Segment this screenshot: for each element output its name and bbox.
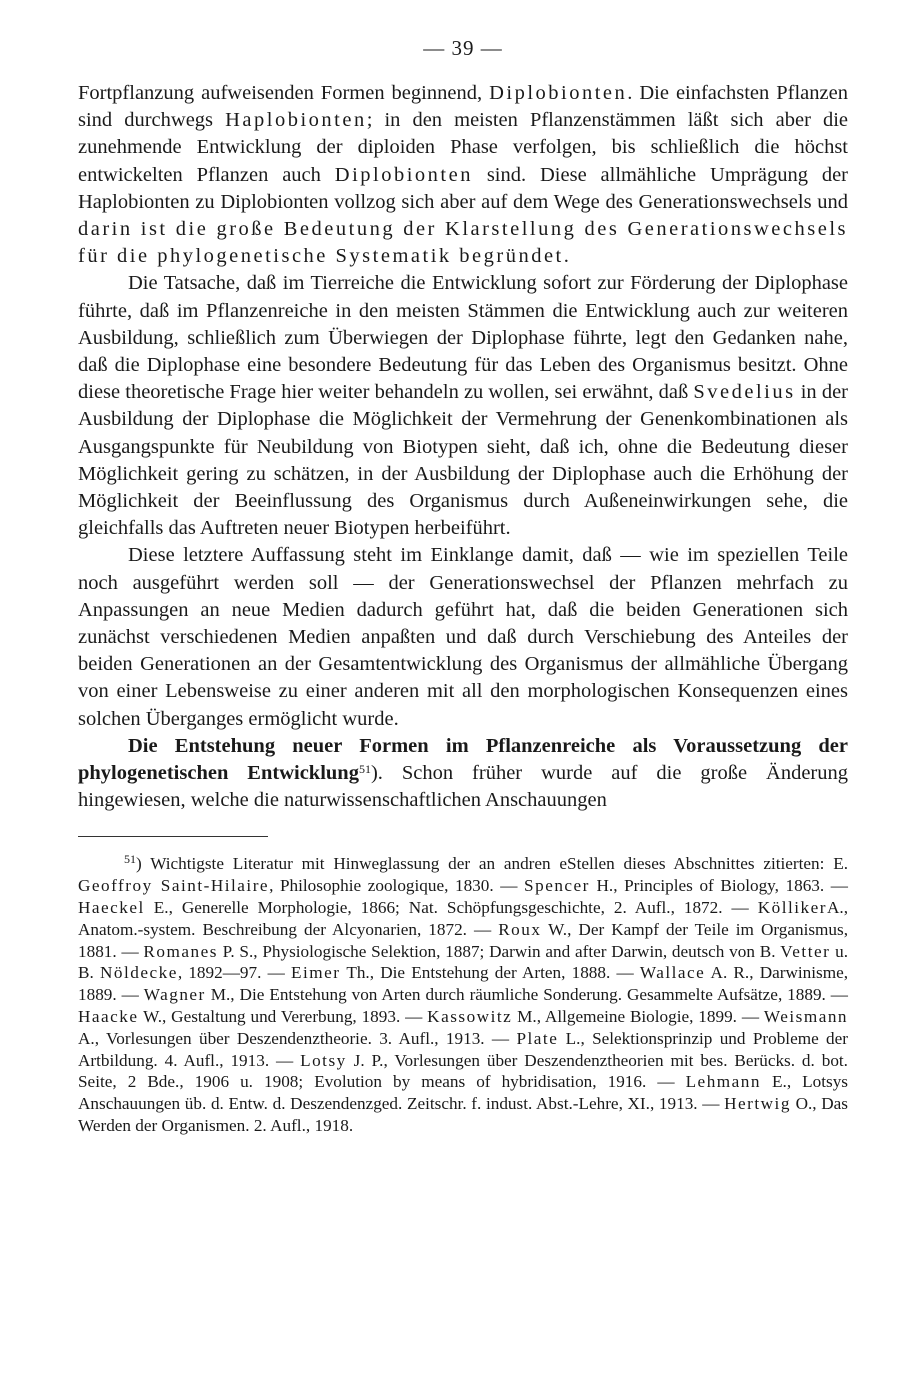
text-run: Die Tatsache, daß im Tierreiche die Entwicklung sofort zur Förderung der Diplophase führte, daß im Pflanzenreiche in den meisten Stämmen die Entwicklung auch zur weiteren Ausbildung, schließlich zum Überwiegen der Diplophase führte, legt den Gedanken nahe, daß die Diplophase eine besondere Bedeutung für das Leben des Organismus besitzt. Ohne diese theoretische Frage hier weiter behandeln zu wollen, sei erwähnt, daß bbox=[78, 272, 848, 404]
author-name: Wagner bbox=[143, 985, 206, 1005]
text-run: M., Allgemeine Biologie, 1899. — bbox=[512, 1007, 764, 1027]
text-run: E., Generelle Morphologie, 1866; Nat. Schöpfungsgeschichte, 2. Aufl., 1872. — bbox=[144, 898, 758, 918]
paragraph-3 bbox=[78, 542, 848, 732]
text-run: P. S., Physiologische Selektion, 1887; Darwin and after Darwin, deutsch von B. bbox=[217, 941, 781, 961]
author-name: Weismann bbox=[763, 1007, 849, 1027]
footnote-text bbox=[78, 853, 848, 1136]
author-name: Haeckel bbox=[78, 898, 145, 918]
paragraph-1 bbox=[78, 80, 848, 270]
text-run: A., Anatom.-system. Beschreibung der Alcyonarien, 1872. — bbox=[78, 898, 848, 939]
page-number: — 39 — bbox=[423, 36, 503, 60]
author-name: Kölliker bbox=[757, 898, 827, 918]
text-run: J. P., Vorlesungen über Deszendenztheorien mit bes. Berücks. d. bot. Seite, 2 Bde., 1906 u. 1908; Evolution by means of hybridisation, 1916. — bbox=[78, 1050, 848, 1092]
author-name: Lehmann bbox=[685, 1072, 761, 1092]
author-name: Haacke bbox=[78, 1007, 139, 1027]
author-name: Vetter bbox=[780, 941, 831, 961]
spaced-term: Diplobionten bbox=[489, 82, 628, 104]
text-run: ) Wichtigste Literatur mit Hinweglassung der an andren eStellen dieses Abschnittes zitierten: E. bbox=[136, 854, 848, 874]
section-paragraph bbox=[78, 733, 848, 815]
author-name: Nöldecke bbox=[99, 963, 178, 983]
author-name: Lotsy bbox=[300, 1050, 347, 1070]
text-run: E., Lotsys Anschauungen üb. d. Entw. d. Deszendenzged. Zeitschr. f. indust. Abst.-Lehre, XI., 1913. — bbox=[78, 1072, 848, 1114]
text-run: ; in den meisten Pflanzenstämmen läßt sich aber die zunehmende Entwicklung der diploiden Phase verfolgen, bis schließlich die höchst entwickelten Pflanzen auch bbox=[78, 109, 848, 186]
spaced-term: Haplobionten bbox=[225, 109, 367, 132]
text-run: H., Principles of Biology, 1863. — bbox=[589, 876, 848, 896]
author-name: Wallace bbox=[639, 963, 706, 983]
text-run: A. R., Darwinisme, 1889. — bbox=[78, 963, 848, 1005]
text-run: . Die einfachsten Pflanzen sind durchwegs bbox=[78, 82, 848, 132]
text-run: O., Das Werden der Organismen. 2. Aufl., 1918. bbox=[78, 1094, 848, 1136]
body-text bbox=[78, 80, 848, 814]
text-run: Th., Die Entstehung der Arten, 1888. — bbox=[340, 963, 640, 983]
footnote-rule bbox=[78, 836, 268, 837]
text-run: M., Die Entstehung von Arten durch räumliche Sonderung. Gesammelte Aufsätze, 1889. — bbox=[205, 985, 848, 1005]
text-run: L., Selektionsprinzip und Probleme der Artbildung. 4. Aufl., 1913. — bbox=[78, 1028, 848, 1070]
author-name: Kassowitz bbox=[427, 1007, 513, 1027]
text-run: u. B. bbox=[78, 941, 848, 983]
author-name: Geoffroy Saint-Hilaire bbox=[78, 876, 270, 896]
footnote-ref: 51 bbox=[358, 762, 371, 777]
spaced-emphasis: darin ist die große Bedeutung der Klarstellung des Generationswechsels für die phylogenetische Systematik begründet. bbox=[78, 218, 848, 268]
author-name: Eimer bbox=[290, 963, 341, 983]
text-run: ). Schon früher wurde auf die große Änderung hingewiesen, welche die naturwissenschaftlichen Anschauungen bbox=[78, 762, 848, 812]
text-run: W., Gestaltung und Vererbung, 1893. — bbox=[138, 1007, 428, 1027]
author-name: Spencer bbox=[524, 876, 590, 896]
text-run: W., Der Kampf der Teile im Organismus, 1881. — bbox=[78, 919, 848, 961]
text-run: in der Ausbildung der Diplophase die Möglichkeit der Vermehrung der Genenkombinationen als Ausgangspunkte für Neubildung von Biotypen sieht, daß ich, ohne die Bedeutung dieser Möglichkeit gering zu schätzen, in der Ausbildung der Diplophase auch die Erhöhung der Möglichkeit der Beeinflussung des Organismus durch Außeneinwirkungen sehe, die gleichfalls das Auftreten neuer Biotypen herbeiführt. bbox=[78, 381, 848, 540]
text-run: , Philosophie zoologique, 1830. — bbox=[269, 876, 525, 896]
spaced-term: Diplobionten bbox=[334, 163, 473, 186]
author-name: Plate bbox=[516, 1028, 559, 1048]
author-name: Hertwig bbox=[724, 1094, 791, 1114]
text-run: A., Vorlesungen über Deszendenztheorie. 3. Aufl., 1913. — bbox=[78, 1028, 517, 1048]
text-run: sind. Diese allmähliche Umprägung der Haplobionten zu Diplobionten vollzog sich aber auf dem Wege des Generationswechsels und bbox=[78, 163, 848, 213]
text-run: , 1892—97. — bbox=[177, 963, 291, 983]
author-name: Svedelius bbox=[693, 381, 796, 404]
author-name: Roux bbox=[498, 919, 542, 939]
author-name: Romanes bbox=[143, 941, 218, 961]
footnote bbox=[78, 853, 848, 1136]
text-run: Diese letztere Auffassung steht im Einklange damit, daß — wie im speziellen Teile noch ausgeführt werden soll — der Generationswechsel der Pflanzen mehrfach zu Anpassungen an neue Medien dadurch geführt hat, daß die beiden Generationen sich zunächst verschiedenen Medien anpaßten und daß durch Verschiebung des Anteiles der beiden Generationen an der Gesamtentwicklung des Organismus der allmähliche Übergang von einer Lebensweise zu einer anderen mit all den morphologischen Konsequenzen eines solchen Überganges ermöglicht wurde. bbox=[78, 544, 848, 730]
page bbox=[78, 36, 848, 1137]
section-heading: Die Entstehung neuer Formen im Pflanzenreiche als Voraussetzung der phylogenetischen Entwicklung bbox=[78, 734, 848, 785]
footnote-marker: 51 bbox=[124, 852, 136, 867]
paragraph-2 bbox=[78, 270, 848, 542]
text-run: Fortpflanzung aufweisenden Formen beginnend, bbox=[78, 82, 490, 104]
